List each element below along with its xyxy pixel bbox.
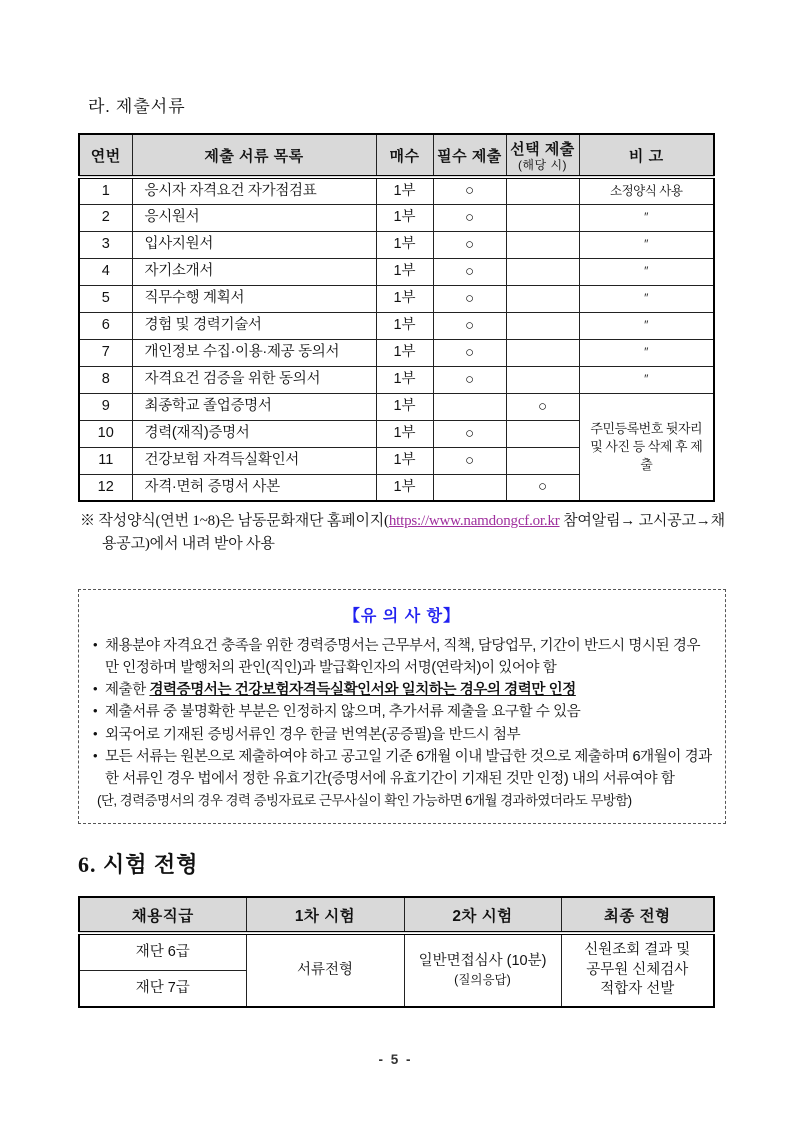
cell-optional-mark: ○ [506, 393, 579, 420]
cell-copies: 1부 [376, 231, 433, 258]
notice-item-text: 외국어로 기재된 증빙서류인 경우 한글 번역본(공증필)을 반드시 첨부 [105, 726, 521, 743]
cell-no: 11 [79, 447, 132, 474]
cell-copies: 1부 [376, 312, 433, 339]
cell-copies: 1부 [376, 258, 433, 285]
cell-required-mark: ○ [433, 420, 506, 447]
col-header-optional-main: 선택 제출 [510, 140, 575, 158]
cell-required-mark [433, 393, 506, 420]
cell-copies: 1부 [376, 447, 433, 474]
cell-remark-ditto: ″ [579, 231, 714, 258]
cell-copies: 1부 [376, 420, 433, 447]
exam-table-header [79, 897, 714, 933]
notice-item-text: 제출한 [105, 682, 150, 699]
cell-optional-mark [506, 447, 579, 474]
cell-optional-mark [506, 420, 579, 447]
cell-copies: 1부 [376, 177, 433, 204]
cell-required-mark: ○ [433, 258, 506, 285]
notice-box [78, 589, 726, 825]
col-header-copies: 매수 [376, 134, 433, 177]
cell-remark-ditto: ″ [579, 366, 714, 393]
cell-doc-name: 자기소개서 [132, 258, 376, 285]
cell-required-mark: ○ [433, 177, 506, 204]
final-line: 공무원 신체검사 [586, 961, 689, 978]
cell-no: 6 [79, 312, 132, 339]
table-row [79, 285, 714, 312]
cell-remark-ditto: ″ [579, 339, 714, 366]
cell-optional-mark [506, 177, 579, 204]
notice-item-text: 채용분야 자격요건 충족을 위한 경력증명서는 근무부서, 직책, 담당업무, 기간이 반드시 명시된 경우만 인정하며 발행처의 관인(직인)과 발급확인자의 서명(연락처)이 있어야 함 [105, 637, 701, 676]
cell-no: 3 [79, 231, 132, 258]
cell-required-mark: ○ [433, 231, 506, 258]
cell-no: 7 [79, 339, 132, 366]
notice-list [91, 635, 713, 791]
col-header-remark: 비 고 [579, 134, 714, 177]
cell-doc-name: 입사지원서 [132, 231, 376, 258]
cell-second-exam [404, 933, 561, 1007]
header-row [79, 897, 714, 933]
col-header-first-exam: 1차 시험 [246, 897, 404, 933]
cell-required-mark: ○ [433, 285, 506, 312]
cell-optional-mark [506, 204, 579, 231]
cell-grade-6: 재단 6급 [79, 933, 246, 970]
table-row [79, 933, 714, 970]
cell-required-mark: ○ [433, 204, 506, 231]
cell-remark-merged: 주민등록번호 뒷자리 및 사진 등 삭제 후 제출 [579, 393, 714, 501]
notice-title: 【유 의 사 항】 [343, 607, 461, 625]
page-number: - 5 - [378, 1052, 413, 1068]
form-download-note [80, 510, 728, 557]
notice-item [91, 724, 713, 746]
cell-no: 1 [79, 177, 132, 204]
table-row [79, 204, 714, 231]
cell-grade-7: 재단 7급 [79, 970, 246, 1007]
notice-item [91, 701, 713, 723]
cell-doc-name: 경력(재직)증명서 [132, 420, 376, 447]
cell-remark-ditto: ″ [579, 312, 714, 339]
cell-no: 2 [79, 204, 132, 231]
cell-copies: 1부 [376, 366, 433, 393]
col-header-optional [506, 134, 579, 177]
cell-no: 8 [79, 366, 132, 393]
cell-required-mark: ○ [433, 447, 506, 474]
col-header-grade: 채용직급 [79, 897, 246, 933]
cell-copies: 1부 [376, 474, 433, 501]
exam-process-table [78, 896, 715, 1008]
cell-first-exam: 서류전형 [246, 933, 404, 1007]
table-row [79, 339, 714, 366]
cell-doc-name: 건강보험 자격득실확인서 [132, 447, 376, 474]
cell-optional-mark [506, 312, 579, 339]
second-exam-main: 일반면접심사 (10분) [418, 953, 547, 970]
cell-remark: 소정양식 사용 [579, 177, 714, 204]
cell-final-process [561, 933, 714, 1007]
cell-doc-name: 직무수행 계획서 [132, 285, 376, 312]
cell-copies: 1부 [376, 285, 433, 312]
cell-required-mark: ○ [433, 339, 506, 366]
cell-optional-mark [506, 366, 579, 393]
documents-table-body [79, 177, 714, 501]
notice-item-emphasis: 경력증명서는 건강보험자격득실확인서와 일치하는 경우의 경력만 인정 [149, 682, 576, 699]
notice-item-text: 제출서류 중 불명확한 부분은 인정하지 않으며, 추가서류 제출을 요구할 수 있음 [105, 704, 581, 721]
cell-doc-name: 최종학교 졸업증명서 [132, 393, 376, 420]
section-heading-submission-docs: 라. 제출서류 [88, 97, 186, 116]
cell-optional-mark [506, 285, 579, 312]
header-row [79, 134, 714, 177]
cell-no: 10 [79, 420, 132, 447]
final-line: 적합자 선발 [600, 981, 675, 998]
cell-optional-mark: ○ [506, 474, 579, 501]
cell-doc-name: 자격요건 검증을 위한 동의서 [132, 366, 376, 393]
section-heading-exam: 6. 시험 전형 [78, 852, 199, 878]
cell-copies: 1부 [376, 204, 433, 231]
cell-doc-name: 개인정보 수집·이용·제공 동의서 [132, 339, 376, 366]
col-header-required: 필수 제출 [433, 134, 506, 177]
cell-doc-name: 응시자 자격요건 자가점검표 [132, 177, 376, 204]
cell-copies: 1부 [376, 339, 433, 366]
notice-item [91, 679, 713, 701]
documents-table-header [79, 134, 714, 177]
col-header-final: 최종 전형 [561, 897, 714, 933]
col-header-optional-sub: (해당 시) [517, 157, 568, 172]
cell-required-mark: ○ [433, 366, 506, 393]
table-row [79, 312, 714, 339]
homepage-link[interactable]: https://www.namdongcf.or.kr [388, 513, 560, 529]
cell-required-mark: ○ [433, 312, 506, 339]
cell-remark-ditto: ″ [579, 204, 714, 231]
form-note-prefix: ※ 작성양식(연번 1~8)은 남동문화재단 홈페이지( [80, 513, 389, 529]
cell-doc-name: 자격·면허 증명서 사본 [132, 474, 376, 501]
col-header-no: 연번 [79, 134, 132, 177]
notice-footnote: (단, 경력증명서의 경우 경력 증빙자료로 근무사실이 확인 가능하면 6개월 경과하였더라도 무방함) [97, 792, 632, 808]
notice-item [91, 746, 713, 791]
table-row [79, 393, 714, 420]
table-row [79, 177, 714, 204]
notice-item-text: 모든 서류는 원본으로 제출하여야 하고 공고일 기준 6개월 이내 발급한 것으로 제출하며 6개월이 경과한 서류인 경우 법에서 정한 유효기간(증명서에 유효기간이 기재된 것만 인정) 내의 서류여야 함 [105, 749, 712, 788]
cell-doc-name: 경험 및 경력기술서 [132, 312, 376, 339]
cell-no: 9 [79, 393, 132, 420]
table-row [79, 231, 714, 258]
col-header-second-exam: 2차 시험 [404, 897, 561, 933]
cell-optional-mark [506, 231, 579, 258]
col-header-name: 제출 서류 목록 [132, 134, 376, 177]
exam-table-body [79, 933, 714, 1007]
table-row [79, 366, 714, 393]
cell-optional-mark [506, 258, 579, 285]
notice-item [91, 635, 713, 680]
cell-no: 4 [79, 258, 132, 285]
final-line: 신원조회 결과 및 [584, 942, 691, 959]
cell-no: 12 [79, 474, 132, 501]
table-row [79, 258, 714, 285]
cell-remark-ditto: ″ [579, 258, 714, 285]
cell-optional-mark [506, 339, 579, 366]
cell-remark-ditto: ″ [579, 285, 714, 312]
submission-documents-table [78, 133, 715, 502]
cell-doc-name: 응시원서 [132, 204, 376, 231]
second-exam-sub: (질의응답) [454, 972, 511, 987]
form-note-suffix: 참여알림→ 고시공고→채용공고)에서 내려 받아 사용 [102, 513, 725, 553]
cell-required-mark [433, 474, 506, 501]
cell-no: 5 [79, 285, 132, 312]
cell-copies: 1부 [376, 393, 433, 420]
